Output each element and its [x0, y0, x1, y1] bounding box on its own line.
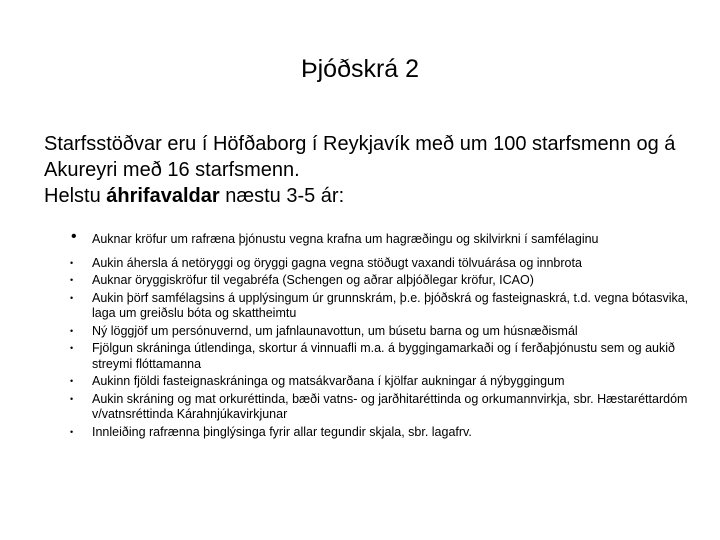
lead-suffix: næstu 3-5 ár: — [219, 185, 345, 207]
list-item-text: Aukin áhersla á netöryggi og öryggi gagna vegna stöðugt vaxandi tölvuárása og innbrota — [92, 255, 582, 270]
list-item-text: Aukinn fjöldi fasteignaskráninga og matsákvarðana í kjölfar aukningar á nýbyggingum — [92, 374, 565, 388]
slide-title: Þjóðskrá 2 — [300, 55, 420, 83]
lead-prefix: Helstu — [44, 185, 107, 207]
lead-line — [44, 183, 684, 209]
list-item — [70, 291, 710, 322]
intro-line: Starfsstöðvar eru í Höfðaborg í Reykjavík með um 100 starfsmenn og á Akureyri með 16 starfsmenn. — [44, 133, 676, 181]
bullet-icon: • — [70, 393, 74, 404]
bullet-icon: • — [70, 292, 74, 303]
bullet-icon: • — [70, 257, 74, 268]
lead-bold: áhrifavaldar — [106, 185, 220, 207]
list-item-text: Aukin skráning og mat orkuréttinda, bæði vatns- og jarðhitaréttinda og orkumannvirkja, sbr. Hæstaréttardóm v/vatnsréttinda Kárahnjúkavirkjunar — [92, 391, 688, 421]
list-item-text: Innleiðing rafrænna þinglýsinga fyrir allar tegundir skjala, sbr. lagafrv. — [92, 424, 472, 439]
list-item-text: Ný löggjöf um persónuvernd, um jafnlaunavottun, um búsetu barna og um húsnæðismál — [92, 323, 578, 338]
bullet-icon: • — [70, 426, 74, 437]
list-item-text: Aukin þörf samfélagsins á upplýsingum úr grunnskrám, þ.e. þjóðskrá og fasteignaskrá, t.d. vegna bótasvika, laga um greiðslu bóta og skattheimtu — [92, 290, 689, 320]
list-item — [70, 374, 710, 390]
intro-text — [44, 131, 684, 209]
list-item — [70, 256, 710, 272]
list-item-text: Auknar kröfur um rafræna þjónustu vegna krafna um hagræðingu og skilvirkni í samfélaginu — [92, 232, 599, 246]
list-item-text: Auknar öryggiskröfur til vegabréfa (Schengen og aðrar alþjóðlegar kröfur, ICAO) — [92, 273, 534, 287]
list-item-text: Fjölgun skráninga útlendinga, skortur á vinnuafli m.a. á byggingamarkaði og í ferðaþjónustu sem og aukið streymi flóttamanna — [92, 341, 675, 371]
bullet-icon: • — [71, 228, 77, 245]
list-item — [70, 228, 710, 248]
list-item — [70, 341, 710, 372]
bullet-list — [70, 228, 710, 440]
bullet-icon: • — [70, 275, 74, 285]
list-item — [70, 324, 710, 340]
bullet-icon: • — [70, 343, 74, 353]
bullet-icon: • — [70, 325, 74, 336]
list-item — [70, 425, 710, 441]
list-item — [70, 273, 710, 289]
bullet-icon: • — [70, 376, 74, 386]
list-item — [70, 392, 710, 423]
